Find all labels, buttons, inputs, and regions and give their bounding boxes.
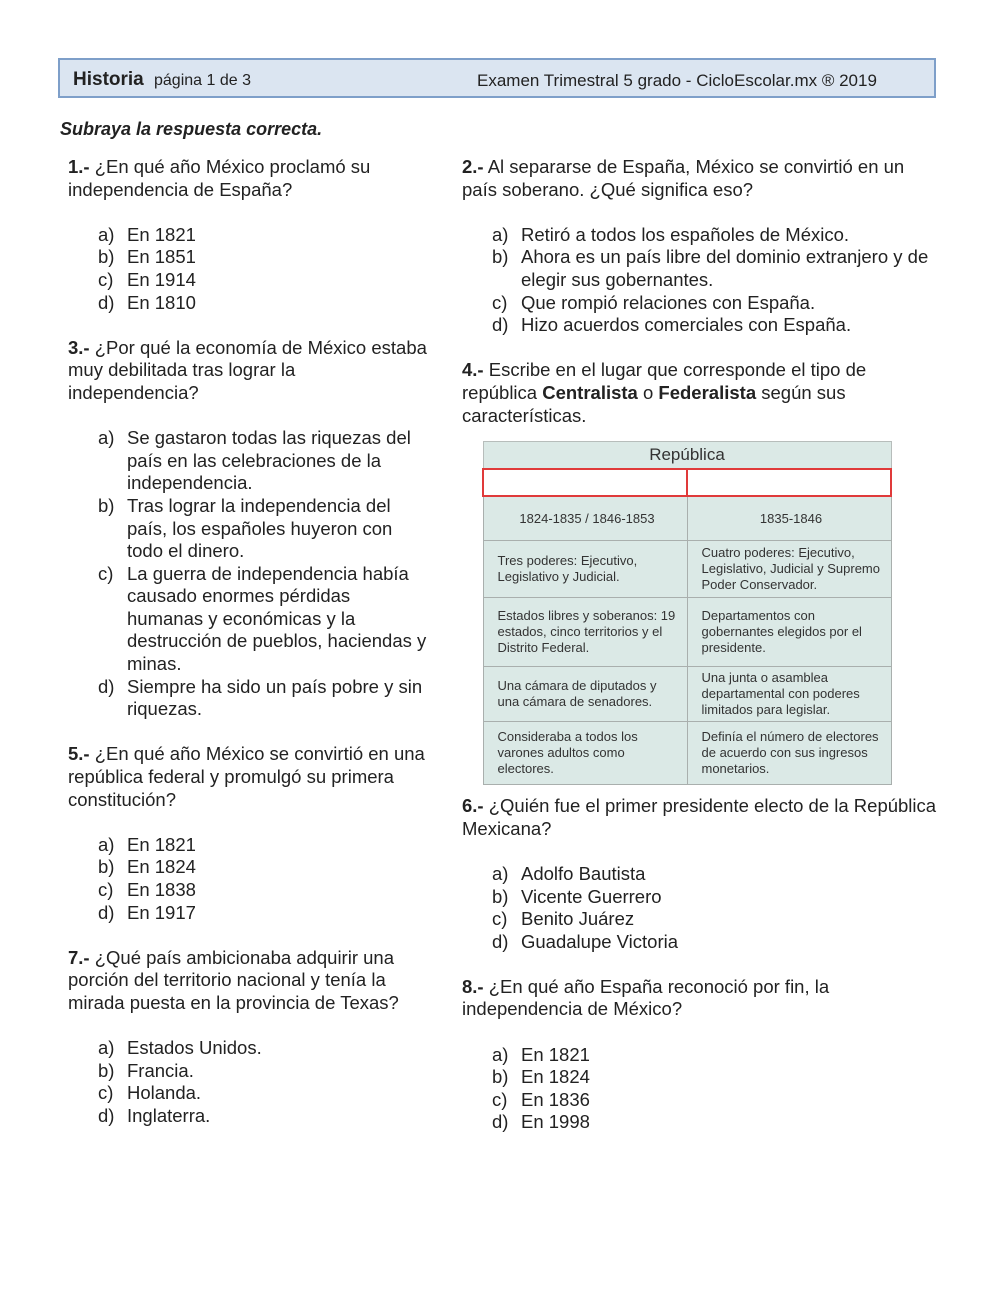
option[interactable]: b) Tras lograr la independencia del país, los españoles huyeron con todo el dinero. xyxy=(98,494,393,562)
left-column xyxy=(68,156,430,1150)
exam-title: Examen Trimestral 5 grado - CicloEscolar.mx ® 2019 xyxy=(477,71,877,90)
option[interactable]: c) La guerra de independencia había causado enormes pérdidas humanas y económicas y la destrucción de pueblos, haciendas y minas. xyxy=(98,562,427,675)
question-number: 5.- xyxy=(68,743,90,765)
option[interactable]: d) Inglaterra. xyxy=(98,1104,211,1126)
option[interactable]: c) En 1914 xyxy=(98,268,196,290)
page-indicator: página 1 de 3 xyxy=(154,72,251,89)
option[interactable]: a) Adolfo Bautista xyxy=(492,862,646,884)
question-text: ¿Qué país ambicionaba adquirir una porción del territorio nacional y tenía la mirada puesta en la provincia de Texas? xyxy=(68,946,399,1013)
question-text: ¿Quién fue el primer presidente electo de la República Mexicana? xyxy=(462,795,937,839)
table-cell: Una cámara de diputados y una cámara de senadores. xyxy=(483,667,687,722)
question-text: Al separarse de España, México se convirtió en un país soberano. ¿Qué significa eso? xyxy=(462,156,905,200)
options-list xyxy=(98,834,430,924)
instruction: Subraya la respuesta correcta. xyxy=(60,119,323,139)
table-title: República xyxy=(483,442,891,470)
option[interactable]: c) En 1838 xyxy=(98,879,196,900)
option[interactable]: a) Estados Unidos. xyxy=(98,1037,262,1059)
question-5 xyxy=(68,743,430,811)
question-number: 2.- xyxy=(462,156,484,177)
question-2 xyxy=(462,156,942,201)
option[interactable]: b) Francia. xyxy=(98,1059,194,1081)
question-3 xyxy=(68,337,430,405)
question-text: ¿En qué año España reconoció por fin, la independencia de México? xyxy=(462,975,830,1020)
option[interactable]: b) En 1851 xyxy=(98,246,196,268)
option[interactable]: c) En 1836 xyxy=(492,1088,590,1110)
option[interactable]: a) Se gastaron todas las riquezas del país en las celebraciones de la independencia. xyxy=(98,427,411,494)
question-number: 8.- xyxy=(462,975,484,997)
option[interactable]: c) Que rompió relaciones con España. xyxy=(492,291,816,313)
table-cell: Consideraba a todos los varones adultos como electores. xyxy=(483,722,687,785)
option[interactable]: b) En 1824 xyxy=(98,856,196,878)
table-cell: Cuatro poderes: Ejecutivo, Legislativo, Judicial y Supremo Poder Conservador. xyxy=(687,541,891,598)
table-cell: Una junta o asamblea departamental con poderes limitados para legislar. xyxy=(687,667,891,722)
option[interactable]: d) En 1917 xyxy=(98,901,196,923)
question-number: 3.- xyxy=(68,336,90,358)
table-cell: 1824-1835 / 1846-1853 xyxy=(483,496,687,541)
options-list xyxy=(492,224,942,337)
question-7 xyxy=(68,947,430,1015)
question-number: 1.- xyxy=(68,156,90,177)
option[interactable]: c) Holanda. xyxy=(98,1082,202,1104)
table-cell: Tres poderes: Ejecutivo, Legislativo y Judicial. xyxy=(483,541,687,598)
table-cell: Definía el número de electores de acuerdo con sus ingresos monetarios. xyxy=(687,722,891,785)
option[interactable]: b) Ahora es un país libre del dominio extranjero y de elegir sus gobernantes. xyxy=(492,246,929,290)
options-list xyxy=(492,1044,942,1134)
question-number: 4.- xyxy=(462,359,484,381)
options-list xyxy=(98,1037,430,1127)
option[interactable]: b) Vicente Guerrero xyxy=(492,885,662,907)
option[interactable]: a) En 1821 xyxy=(98,833,196,855)
question-number: 6.- xyxy=(462,795,484,817)
question-text: ¿Por qué la economía de México estaba muy debilitada tras lograr la independencia? xyxy=(68,336,427,403)
table-cell: 1835-1846 xyxy=(687,496,891,541)
answer-box-right[interactable] xyxy=(687,469,891,496)
page-header xyxy=(58,58,936,98)
question-text: ¿En qué año México proclamó su independencia de España? xyxy=(68,156,371,200)
right-column xyxy=(462,156,942,1157)
option[interactable]: a) En 1821 xyxy=(492,1043,590,1065)
question-1 xyxy=(68,156,430,201)
answer-box-left[interactable] xyxy=(483,469,687,496)
option[interactable]: d) Guadalupe Victoria xyxy=(492,930,679,952)
question-4: 4.- Escribe en el lugar que corresponde el tipo de república Centralista o Federalista según sus características. xyxy=(462,359,867,426)
options-list xyxy=(98,427,430,721)
question-8 xyxy=(462,976,942,1021)
option[interactable]: d) Siempre ha sido un país pobre y sin riquezas. xyxy=(98,675,423,720)
option[interactable]: a) Retiró a todos los españoles de México. xyxy=(492,223,850,245)
option[interactable]: d) En 1998 xyxy=(492,1111,590,1133)
option[interactable]: d) En 1810 xyxy=(98,291,196,313)
options-list xyxy=(98,224,430,314)
table-cell: Estados libres y soberanos: 19 estados, cinco territorios y el Distrito Federal. xyxy=(483,598,687,667)
question-6 xyxy=(462,795,942,840)
question-number: 7.- xyxy=(68,946,90,968)
option[interactable]: a) En 1821 xyxy=(98,223,196,245)
option[interactable]: c) Benito Juárez xyxy=(492,908,635,930)
options-list xyxy=(492,863,942,953)
republic-table xyxy=(482,441,892,785)
option[interactable]: d) Hizo acuerdos comerciales con España. xyxy=(492,314,852,336)
option[interactable]: b) En 1824 xyxy=(492,1066,590,1088)
table-cell: Departamentos con gobernantes elegidos por el presidente. xyxy=(687,598,891,667)
subject-title: Historia xyxy=(73,69,144,90)
question-text: ¿En qué año México se convirtió en una república federal y promulgó su primera constitución? xyxy=(68,743,425,810)
